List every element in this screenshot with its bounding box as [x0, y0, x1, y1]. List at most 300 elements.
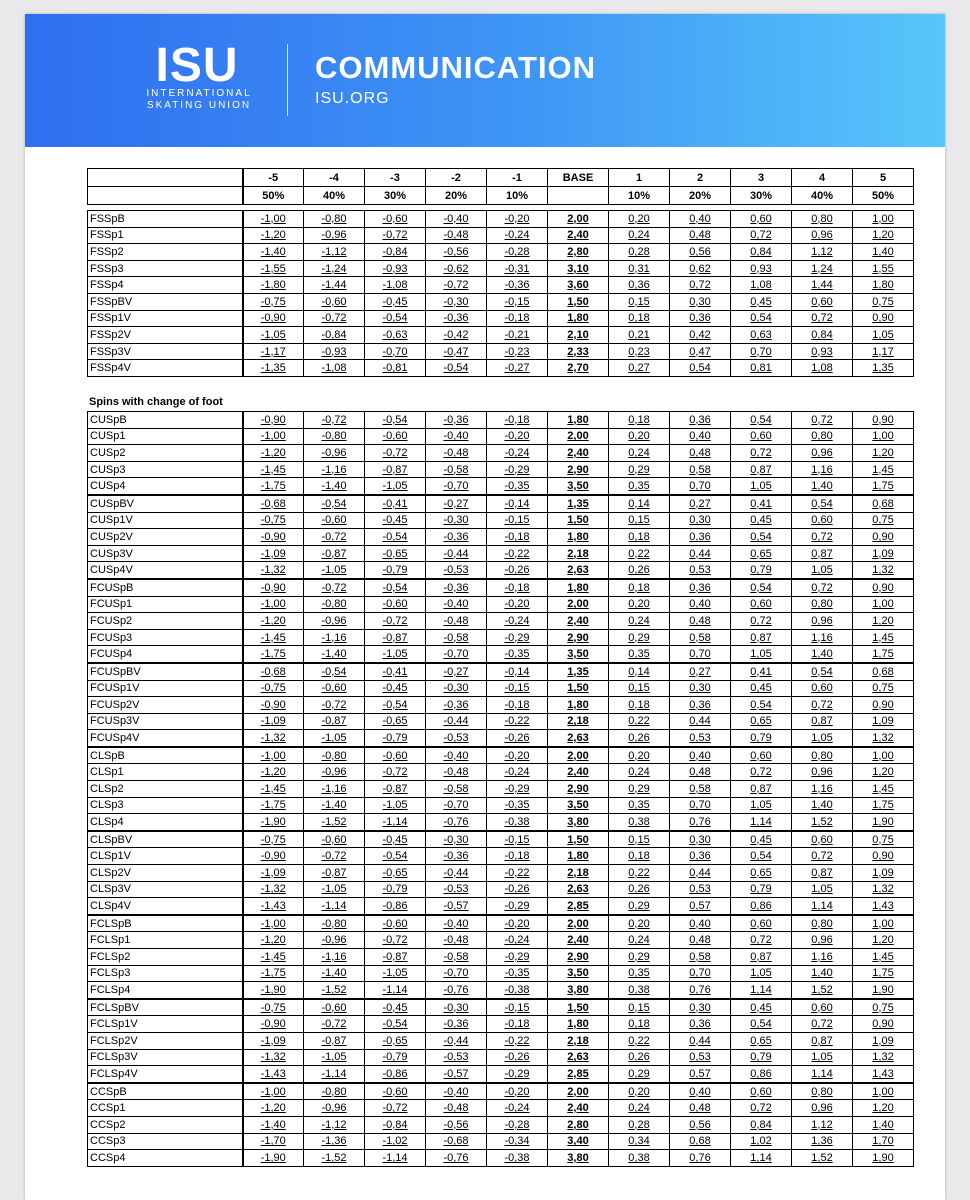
goe-value-cell: 1,14	[731, 814, 792, 831]
goe-value-cell: -0,70	[365, 343, 426, 360]
goe-value-cell: 1,35	[853, 360, 914, 377]
goe-value-cell: -0,20	[487, 747, 548, 764]
goe-value-cell: 0,36	[670, 412, 731, 429]
table-row	[88, 579, 914, 596]
base-value-cell: 2,40	[548, 445, 609, 462]
goe-value-cell: 0,79	[731, 881, 792, 898]
base-value-cell: 1,35	[548, 663, 609, 680]
goe-value-cell: -1,00	[243, 211, 304, 228]
goe-value-cell: -0,22	[487, 1032, 548, 1049]
element-code-cell: FCLSp3V	[88, 1049, 243, 1066]
goe-value-cell: 0,53	[670, 881, 731, 898]
percent-header-row	[88, 187, 914, 205]
goe-value-cell: 0,44	[670, 545, 731, 562]
base-value-cell: 2,40	[548, 613, 609, 630]
goe-value-cell: 0,60	[792, 831, 853, 848]
goe-value-cell: 0,44	[670, 713, 731, 730]
goe-value-cell: -0,29	[487, 629, 548, 646]
element-code-cell: FCUSpB	[88, 579, 243, 596]
element-code-cell: FCLSp2	[88, 949, 243, 966]
goe-value-cell: -1,43	[243, 898, 304, 915]
goe-value-cell: 0,54	[731, 529, 792, 546]
base-value-cell: 2,63	[548, 730, 609, 747]
table-row	[88, 260, 914, 277]
goe-value-cell: -0,38	[487, 814, 548, 831]
base-value-cell: 2,33	[548, 343, 609, 360]
goe-value-cell: 1,44	[792, 277, 853, 294]
goe-value-cell: -0,54	[426, 360, 487, 377]
goe-value-cell: -1,16	[304, 629, 365, 646]
base-value-cell: 3,60	[548, 277, 609, 294]
goe-value-cell: 0,24	[609, 1100, 670, 1117]
goe-value-cell: -0,80	[304, 915, 365, 932]
element-code-cell: FSSp1	[88, 227, 243, 244]
goe-value-cell: 1,52	[792, 1150, 853, 1167]
table-row	[88, 781, 914, 798]
table-row	[88, 478, 914, 495]
table-row	[88, 663, 914, 680]
goe-value-cell: 0,34	[609, 1133, 670, 1150]
goe-value-cell: 0,79	[731, 730, 792, 747]
element-code-cell: FCLSp3	[88, 965, 243, 982]
goe-value-cell: -0,28	[487, 244, 548, 261]
goe-value-cell: 0,36	[670, 310, 731, 327]
goe-value-cell: -0,42	[426, 327, 487, 344]
goe-value-cell: -0,18	[487, 697, 548, 714]
base-value-cell: 1,50	[548, 831, 609, 848]
element-code-cell: FSSpBV	[88, 293, 243, 310]
goe-value-cell: 0,80	[792, 747, 853, 764]
goe-value-cell: 0,80	[792, 596, 853, 613]
element-code-cell: FCUSp3V	[88, 713, 243, 730]
goe-value-cell: 1,75	[853, 646, 914, 663]
goe-value-cell: -0,15	[487, 680, 548, 697]
goe-value-cell: -1,14	[365, 814, 426, 831]
table-row	[88, 680, 914, 697]
goe-value-cell: -0,40	[426, 428, 487, 445]
element-code-cell: CLSp4V	[88, 898, 243, 915]
table-row	[88, 227, 914, 244]
goe-value-cell: 0,31	[609, 260, 670, 277]
goe-value-cell: 0,35	[609, 478, 670, 495]
goe-value-cell: 0,54	[731, 579, 792, 596]
goe-value-cell: -0,68	[243, 663, 304, 680]
goe-value-cell: 0,62	[670, 260, 731, 277]
goe-value-cell: 0,72	[792, 848, 853, 865]
goe-value-cell: -0,48	[426, 1100, 487, 1117]
goe-value-cell: 0,40	[670, 211, 731, 228]
goe-value-cell: -0,35	[487, 965, 548, 982]
base-value-cell: 2,40	[548, 1100, 609, 1117]
percent-header-blank-cell	[88, 187, 243, 205]
goe-value-cell: 1,20	[853, 445, 914, 462]
goe-value-cell: -0,22	[487, 545, 548, 562]
percent-header-cell: 40%	[304, 187, 365, 205]
goe-value-cell: 0,30	[670, 293, 731, 310]
goe-value-cell: -0,18	[487, 1016, 548, 1033]
goe-value-cell: 0,42	[670, 327, 731, 344]
goe-value-cell: -1,52	[304, 1150, 365, 1167]
goe-value-cell: -0,72	[365, 613, 426, 630]
element-code-cell: FCUSpBV	[88, 663, 243, 680]
table-row	[88, 1066, 914, 1083]
element-code-cell: FCLSp2V	[88, 1032, 243, 1049]
goe-value-cell: 0,75	[853, 999, 914, 1016]
goe-value-cell: 0,18	[609, 412, 670, 429]
goe-value-cell: -0,18	[487, 310, 548, 327]
goe-value-cell: 0,79	[731, 562, 792, 579]
goe-value-cell: 1,45	[853, 461, 914, 478]
goe-value-cell: -0,72	[365, 227, 426, 244]
goe-value-cell: 0,72	[792, 1016, 853, 1033]
goe-value-cell: -0,63	[365, 327, 426, 344]
goe-value-cell: -0,21	[487, 327, 548, 344]
goe-value-cell: 0,20	[609, 428, 670, 445]
goe-value-cell: -1,32	[243, 562, 304, 579]
goe-value-cell: 1,05	[731, 478, 792, 495]
base-value-cell: 2,63	[548, 562, 609, 579]
goe-value-cell: 0,87	[731, 949, 792, 966]
goe-value-cell: -1,16	[304, 949, 365, 966]
goe-value-cell: 1,16	[792, 949, 853, 966]
goe-value-cell: 0,29	[609, 461, 670, 478]
table-row	[88, 999, 914, 1016]
goe-value-cell: 1,32	[853, 1049, 914, 1066]
goe-value-cell: 0,60	[792, 512, 853, 529]
goe-value-cell: 0,24	[609, 227, 670, 244]
goe-value-cell: 1,45	[853, 629, 914, 646]
goe-value-cell: -0,27	[487, 360, 548, 377]
goe-value-cell: -0,96	[304, 1100, 365, 1117]
goe-value-cell: 0,22	[609, 1032, 670, 1049]
goe-value-cell: 0,41	[731, 495, 792, 512]
goe-value-cell: 1,14	[731, 1150, 792, 1167]
goe-value-cell: -0,75	[243, 999, 304, 1016]
goe-value-cell: -0,15	[487, 293, 548, 310]
goe-value-cell: 0,35	[609, 965, 670, 982]
goe-value-cell: -0,24	[487, 932, 548, 949]
goe-value-cell: 0,90	[853, 529, 914, 546]
goe-value-cell: -1,14	[365, 1150, 426, 1167]
goe-value-cell: -0,29	[487, 781, 548, 798]
goe-value-cell: -0,87	[365, 629, 426, 646]
base-value-cell: 1,50	[548, 512, 609, 529]
goe-value-cell: 0,53	[670, 562, 731, 579]
goe-value-cell: 1,08	[731, 277, 792, 294]
goe-value-cell: -0,27	[426, 495, 487, 512]
goe-value-cell: -0,87	[304, 713, 365, 730]
percent-header-cell: 30%	[731, 187, 792, 205]
goe-value-cell: -1,14	[304, 898, 365, 915]
goe-value-cell: -0,45	[365, 999, 426, 1016]
goe-value-cell: -0,56	[426, 1116, 487, 1133]
goe-value-cell: -0,35	[487, 478, 548, 495]
goe-value-cell: 0,60	[731, 211, 792, 228]
goe-value-cell: -0,36	[426, 310, 487, 327]
base-value-cell: 3,10	[548, 260, 609, 277]
goe-value-cell: -0,87	[304, 865, 365, 882]
goe-value-cell: -1,00	[243, 1083, 304, 1100]
base-value-cell: 2,10	[548, 327, 609, 344]
element-code-cell: FCLSp1V	[88, 1016, 243, 1033]
goe-header-table	[87, 168, 914, 205]
goe-value-cell: -0,54	[365, 848, 426, 865]
goe-value-cell: 1,09	[853, 713, 914, 730]
goe-value-cell: -0,26	[487, 562, 548, 579]
goe-value-cell: -0,27	[426, 663, 487, 680]
element-code-cell: FCLSpB	[88, 915, 243, 932]
base-value-cell: 2,40	[548, 227, 609, 244]
goe-value-cell: -0,36	[426, 1016, 487, 1033]
element-code-cell: CLSp3	[88, 797, 243, 814]
goe-value-cell: -0,68	[426, 1133, 487, 1150]
table-row	[88, 730, 914, 747]
element-code-cell: CLSp2V	[88, 865, 243, 882]
table-row	[88, 360, 914, 377]
goe-value-cell: -0,29	[487, 1066, 548, 1083]
base-value-cell: 1,80	[548, 529, 609, 546]
goe-value-cell: 0,60	[731, 747, 792, 764]
base-value-cell: 1,80	[548, 310, 609, 327]
goe-value-cell: 0,35	[609, 646, 670, 663]
goe-header-cell: 3	[731, 169, 792, 187]
table-row	[88, 495, 914, 512]
goe-value-cell: 0,70	[670, 797, 731, 814]
base-value-cell: 2,18	[548, 545, 609, 562]
goe-value-cell: 0,79	[731, 1049, 792, 1066]
goe-value-cell: -1,40	[304, 646, 365, 663]
goe-header-cell: 5	[853, 169, 914, 187]
goe-value-cell: 1,16	[792, 781, 853, 798]
goe-value-cell: -0,90	[243, 1016, 304, 1033]
goe-value-cell: -0,15	[487, 999, 548, 1016]
goe-value-cell: -0,24	[487, 613, 548, 630]
base-value-cell: 1,80	[548, 848, 609, 865]
goe-value-cell: -0,48	[426, 227, 487, 244]
goe-value-cell: -1,05	[304, 881, 365, 898]
table-row	[88, 1150, 914, 1167]
base-value-cell: 1,35	[548, 495, 609, 512]
goe-value-cell: -0,40	[426, 915, 487, 932]
goe-value-cell: -0,40	[426, 747, 487, 764]
table-row	[88, 428, 914, 445]
goe-value-cell: 1,05	[792, 881, 853, 898]
base-value-cell: 2,63	[548, 1049, 609, 1066]
goe-value-cell: -0,76	[426, 982, 487, 999]
goe-value-cell: -0,36	[426, 412, 487, 429]
goe-value-cell: -0,70	[426, 478, 487, 495]
goe-value-cell: -1,45	[243, 949, 304, 966]
goe-value-cell: -1,90	[243, 814, 304, 831]
goe-value-cell: 1,00	[853, 915, 914, 932]
goe-value-cell: 0,24	[609, 932, 670, 949]
base-value-cell: 2,80	[548, 1116, 609, 1133]
goe-value-cell: 1,00	[853, 1083, 914, 1100]
goe-value-cell: -0,87	[365, 781, 426, 798]
element-code-cell: FCUSp2V	[88, 697, 243, 714]
goe-value-cell: 0,90	[853, 412, 914, 429]
goe-value-cell: 0,76	[670, 982, 731, 999]
goe-value-cell: 0,30	[670, 831, 731, 848]
goe-value-cell: -0,38	[487, 982, 548, 999]
table-row	[88, 629, 914, 646]
goe-value-cell: -1,14	[304, 1066, 365, 1083]
goe-value-cell: 1,00	[853, 596, 914, 613]
goe-value-cell: -0,40	[426, 1083, 487, 1100]
goe-value-cell: -0,53	[426, 730, 487, 747]
element-code-cell: CUSpB	[88, 412, 243, 429]
goe-value-cell: -0,20	[487, 1083, 548, 1100]
goe-value-cell: -0,90	[243, 529, 304, 546]
element-code-cell: FSSp3V	[88, 343, 243, 360]
goe-value-cell: -0,60	[304, 680, 365, 697]
goe-value-cell: -1,70	[243, 1133, 304, 1150]
goe-value-cell: 1,20	[853, 764, 914, 781]
goe-header-cell: 1	[609, 169, 670, 187]
goe-value-cell: 0,48	[670, 932, 731, 949]
goe-value-cell: 0,72	[731, 613, 792, 630]
goe-value-cell: 1,40	[792, 646, 853, 663]
percent-header-cell: 50%	[243, 187, 304, 205]
goe-value-cell: -0,58	[426, 461, 487, 478]
goe-value-cell: 0,26	[609, 562, 670, 579]
goe-value-cell: -0,84	[304, 327, 365, 344]
goe-value-cell: -0,72	[304, 529, 365, 546]
goe-value-cell: -0,34	[487, 1133, 548, 1150]
goe-value-cell: -1,05	[304, 562, 365, 579]
goe-value-cell: 0,20	[609, 596, 670, 613]
table-row	[88, 1133, 914, 1150]
goe-value-cell: -0,14	[487, 495, 548, 512]
goe-value-cell: 1,00	[853, 747, 914, 764]
base-value-cell: 1,80	[548, 1016, 609, 1033]
goe-value-cell: 0,68	[853, 495, 914, 512]
element-code-cell: CUSp3	[88, 461, 243, 478]
isu-logo	[137, 39, 267, 116]
goe-value-cell: -0,80	[304, 1083, 365, 1100]
goe-value-cell: -1,40	[243, 1116, 304, 1133]
goe-value-cell: -0,15	[487, 831, 548, 848]
goe-value-cell: -1,05	[365, 965, 426, 982]
goe-value-cell: 0,56	[670, 1116, 731, 1133]
goe-value-cell: 1,40	[792, 965, 853, 982]
table-row	[88, 545, 914, 562]
goe-value-cell: -0,96	[304, 764, 365, 781]
goe-value-cell: -0,48	[426, 932, 487, 949]
element-code-cell: CCSp2	[88, 1116, 243, 1133]
goe-value-cell: 1,75	[853, 478, 914, 495]
base-value-cell: 2,40	[548, 764, 609, 781]
goe-value-cell: -0,20	[487, 428, 548, 445]
base-value-cell: 1,80	[548, 697, 609, 714]
goe-value-cell: 0,68	[853, 663, 914, 680]
goe-value-cell: 1,17	[853, 343, 914, 360]
goe-value-cell: -0,36	[487, 277, 548, 294]
goe-value-cell: -0,93	[304, 343, 365, 360]
goe-value-cell: -1,40	[304, 797, 365, 814]
goe-value-cell: -0,40	[426, 211, 487, 228]
goe-value-cell: 0,44	[670, 865, 731, 882]
goe-value-cell: -0,36	[426, 697, 487, 714]
goe-value-cell: 0,72	[731, 445, 792, 462]
goe-value-cell: -0,79	[365, 730, 426, 747]
goe-value-cell: 0,27	[670, 663, 731, 680]
table-row	[88, 1032, 914, 1049]
element-code-cell: CUSpBV	[88, 495, 243, 512]
goe-value-cell: -0,18	[487, 848, 548, 865]
goe-value-cell: 0,54	[792, 495, 853, 512]
table-row	[88, 898, 914, 915]
goe-value-cell: 0,48	[670, 445, 731, 462]
goe-value-cell: -1,32	[243, 1049, 304, 1066]
table-row	[88, 293, 914, 310]
goe-value-cell: -0,44	[426, 545, 487, 562]
goe-value-cell: -0,60	[304, 999, 365, 1016]
base-value-cell: 3,50	[548, 478, 609, 495]
goe-value-cell: 0,57	[670, 1066, 731, 1083]
table-row	[88, 445, 914, 462]
goe-value-cell: 1,02	[731, 1133, 792, 1150]
goe-value-cell: -1,05	[304, 730, 365, 747]
element-code-cell: FCUSp4V	[88, 730, 243, 747]
goe-value-cell: -0,20	[487, 915, 548, 932]
goe-value-cell: -0,90	[243, 412, 304, 429]
goe-value-cell: -0,60	[365, 211, 426, 228]
goe-value-cell: 0,40	[670, 747, 731, 764]
goe-value-cell: 0,72	[792, 529, 853, 546]
table-row	[88, 1049, 914, 1066]
goe-value-cell: -0,72	[304, 848, 365, 865]
goe-value-cell: -0,76	[426, 814, 487, 831]
goe-header-cell: -3	[365, 169, 426, 187]
goe-value-cell: -0,30	[426, 831, 487, 848]
goe-value-cell: 0,38	[609, 814, 670, 831]
goe-value-cell: 0,36	[670, 1016, 731, 1033]
goe-value-cell: 0,48	[670, 764, 731, 781]
goe-value-cell: 0,53	[670, 730, 731, 747]
goe-value-cell: 0,54	[731, 1016, 792, 1033]
element-code-cell: CLSpB	[88, 747, 243, 764]
table-row	[88, 211, 914, 228]
goe-value-cell: 1,05	[792, 562, 853, 579]
goe-value-cell: 1,20	[853, 932, 914, 949]
goe-value-cell: 1,08	[792, 360, 853, 377]
goe-value-cell: -0,72	[304, 412, 365, 429]
goe-value-cell: -1,14	[365, 982, 426, 999]
element-code-cell: FSSp2	[88, 244, 243, 261]
goe-value-cell: -0,24	[487, 764, 548, 781]
goe-value-cell: -0,54	[365, 412, 426, 429]
goe-value-cell: -1,09	[243, 865, 304, 882]
goe-value-cell: 0,38	[609, 1150, 670, 1167]
goe-value-cell: 1,20	[853, 227, 914, 244]
goe-value-cell: 0,48	[670, 1100, 731, 1117]
table-row	[88, 747, 914, 764]
element-code-cell: FSSp4V	[88, 360, 243, 377]
goe-value-cell: -0,79	[365, 881, 426, 898]
goe-value-cell: -0,54	[304, 663, 365, 680]
goe-value-cell: 0,18	[609, 848, 670, 865]
goe-value-cell: -1,80	[243, 277, 304, 294]
table-row	[88, 1083, 914, 1100]
goe-value-cell: 0,96	[792, 1100, 853, 1117]
goe-value-cell: 1,52	[792, 814, 853, 831]
goe-value-cell: 0,65	[731, 1032, 792, 1049]
goe-value-cell: 1,40	[853, 244, 914, 261]
goe-value-cell: -0,70	[426, 646, 487, 663]
goe-value-cell: -0,87	[365, 949, 426, 966]
goe-value-cell: -1,16	[304, 781, 365, 798]
